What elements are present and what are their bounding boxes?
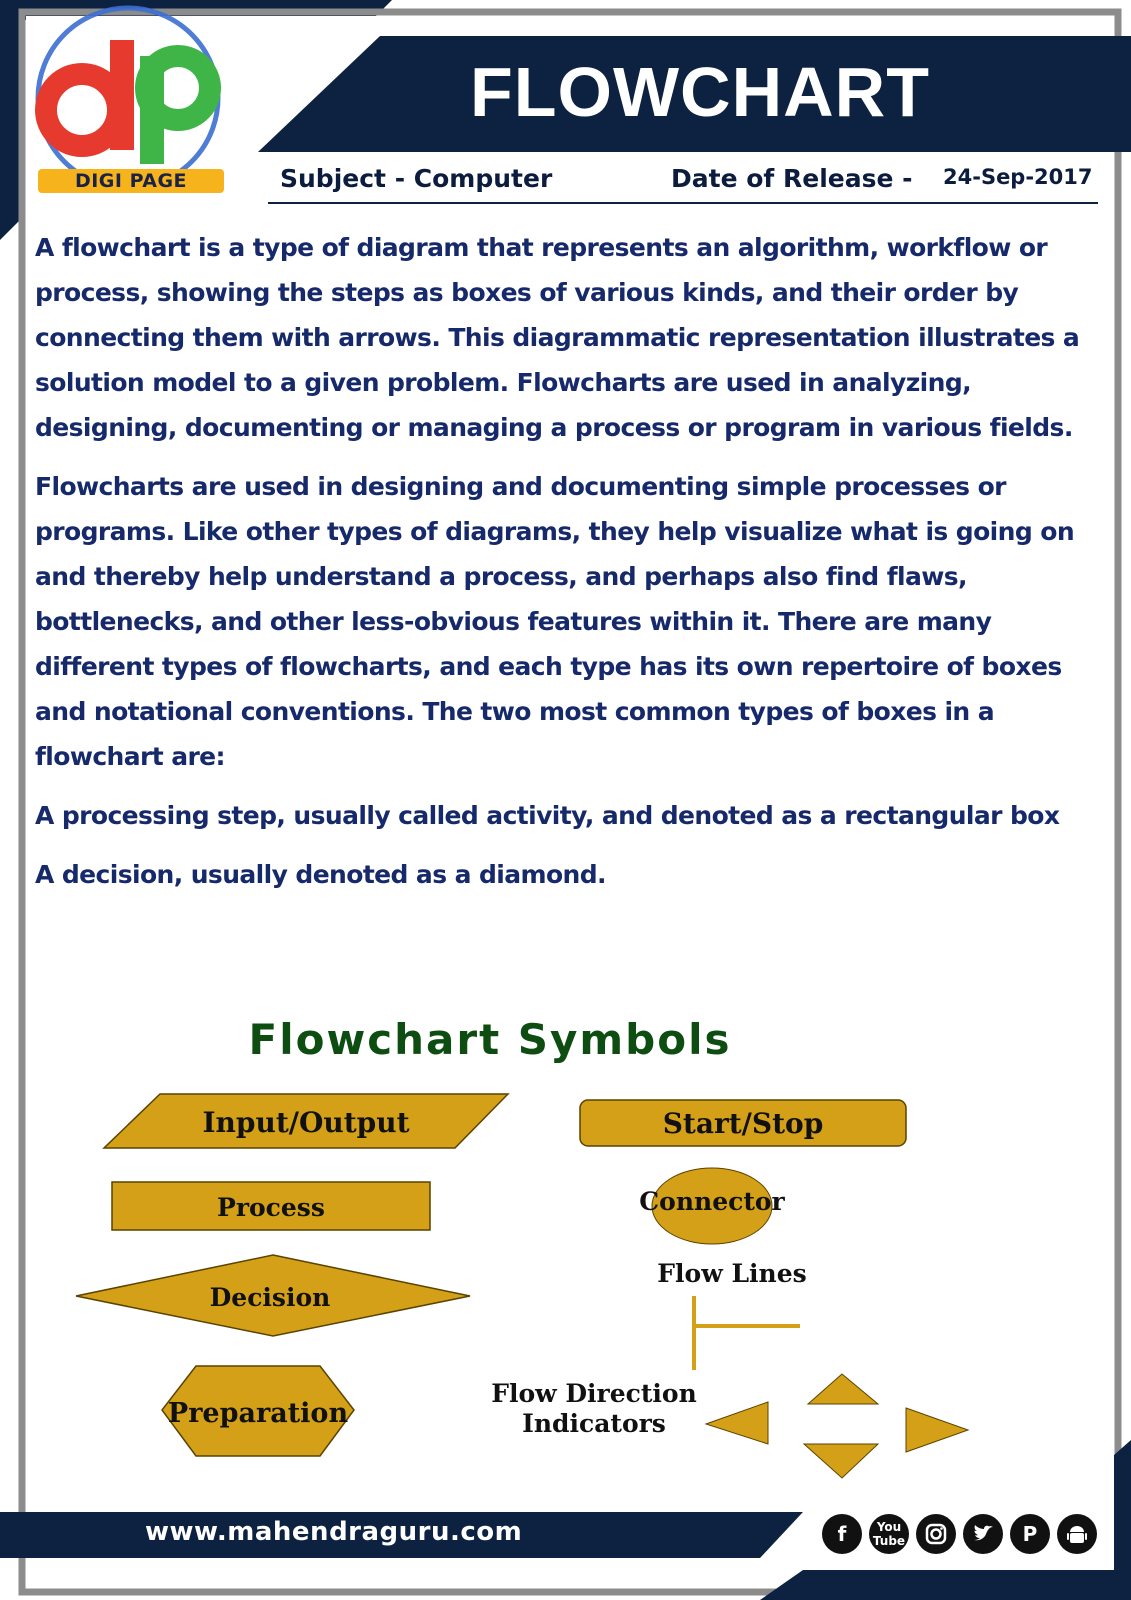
article-body bbox=[35, 225, 1110, 911]
header-rule bbox=[268, 202, 1098, 204]
date-value: 24-Sep-2017 bbox=[943, 165, 1093, 189]
paragraph: Flowcharts are used in designing and documenting simple processes or programs. Like other types of diagrams, they help visualize what is going on and thereby help understand a process, and perhaps also find flaws, bottlenecks, and other less-obvious features within it. There are many different types of flowcharts, and each type has its own repertoire of boxes and notational conventions. The two most common types of boxes in a flowchart are: bbox=[35, 472, 1075, 771]
instagram-icon[interactable] bbox=[916, 1514, 956, 1554]
start-stop-label: Start/Stop bbox=[662, 1107, 824, 1140]
pinterest-icon[interactable]: P bbox=[1010, 1514, 1050, 1554]
footer-corner bbox=[760, 1570, 1131, 1600]
flow-direction-label: Flow Direction bbox=[491, 1379, 697, 1408]
page-title: FLOWCHART bbox=[469, 53, 930, 131]
process-label: Process bbox=[217, 1193, 325, 1222]
subject-label: Subject - Computer bbox=[280, 164, 553, 193]
date-label: Date of Release - bbox=[671, 164, 913, 193]
flow-lines-label: Flow Lines bbox=[657, 1259, 807, 1288]
twitter-icon[interactable] bbox=[963, 1514, 1003, 1554]
decision-label: Decision bbox=[209, 1283, 331, 1312]
input-output-label: Input/Output bbox=[202, 1106, 410, 1139]
preparation-label: Preparation bbox=[167, 1398, 349, 1429]
paragraph: A flowchart is a type of diagram that represents an algorithm, workflow or process, showing the steps as boxes of various kinds, and their order by connecting them with arrows. This diagrammatic representation illustrates a solution model to a given problem. Flowcharts are used in analyzing, designing, documenting or managing a process or program in various fields. bbox=[35, 233, 1080, 442]
list-item: A processing step, usually called activity, and denoted as a rectangular box bbox=[35, 801, 1060, 830]
connector-label: Connector bbox=[639, 1187, 785, 1216]
list-item: A decision, usually denoted as a diamond. bbox=[35, 860, 606, 889]
facebook-icon[interactable]: f bbox=[822, 1514, 862, 1554]
android-icon[interactable] bbox=[1057, 1514, 1097, 1554]
symbols-title: Flowchart Symbols bbox=[248, 1015, 732, 1064]
logo-label: DIGI PAGE bbox=[38, 169, 224, 193]
website-link[interactable]: www.mahendraguru.com bbox=[145, 1517, 523, 1547]
youtube-icon[interactable]: You Tube bbox=[869, 1514, 909, 1554]
indicators-label: Indicators bbox=[522, 1409, 666, 1438]
